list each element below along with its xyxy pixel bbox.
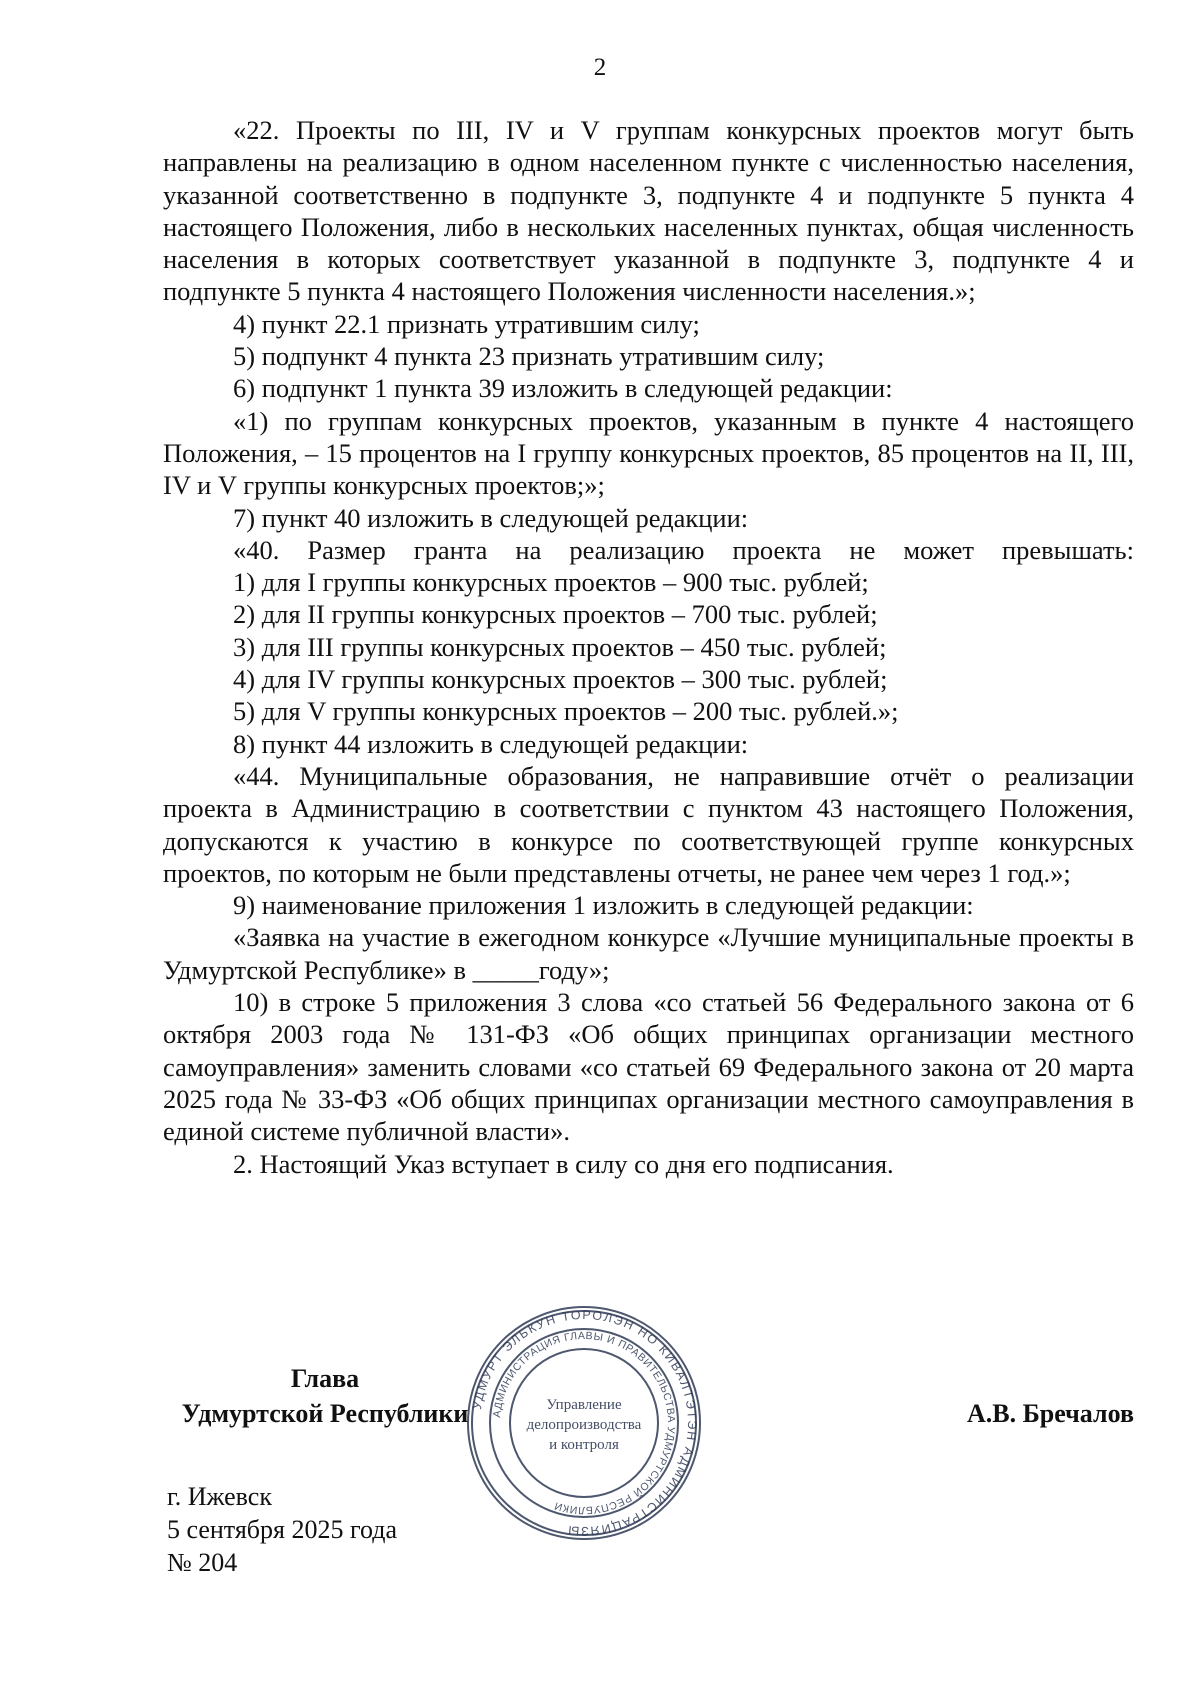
page-number: 2 [593,54,607,81]
stamp-center-line2: делопроизводства [526,1417,642,1433]
paragraph-item-5: 5) подпункт 4 пункта 23 признать утратившим силу; [233,341,825,372]
stamp-center-line1: Управление [546,1397,622,1413]
paragraph-item-9: 9) наименование приложения 1 изложить в следующей редакции: [233,890,974,921]
stamp-center-line3: и контроля [549,1437,619,1453]
paragraph-item-6: 6) подпункт 1 пункта 39 изложить в следующей редакции: [233,373,893,404]
signatory-name: А.В. Бречалов [966,1399,1134,1428]
grant-group-4: 4) для IV группы конкурсных проектов – 300 тыс. рублей; [233,664,888,695]
paragraph-44-quote: «44. Муниципальные образования, не направившие отчёт о реализации проекта в Администрацию в соответствии с пунктом 43 настоящего Положения, допускаются к участию в конкурсе по соответствующей группе конкурсных проектов, по которым не были представлены отчеты, не ранее чем через 1 год.»; [163,760,1134,888]
paragraph-39-quote: «1) по группам конкурсных проектов, указанным в пункте 4 настоящего Положения, – 15 процентов на I группу конкурсных проектов, 85 процентов на II, III, IV и V группы конкурсных проектов;»; [163,405,1134,501]
paragraph-40-quote: «40. Размер гранта на реализацию проекта не может превышать: [233,534,1134,565]
signatory-title-line2: Удмуртской Республики [181,1399,469,1428]
stamp-middle-text: АДМИНИСТРАЦИЯ ГЛАВЫ И ПРАВИТЕЛЬСТВА УДМУРТСКОЙ РЕСПУБЛИКИ [491,1329,678,1517]
official-seal-stamp [466,1305,702,1541]
paragraph-item-10: 10) в строке 5 приложения 3 слова «со статьей 56 Федерального закона от 6 октября 2003 года № 131-ФЗ «Об общих принципах организации местного самоуправления» заменить словами «со статьей 69 Федерального закона от 20 марта 2025 года № 33-ФЗ «Об общих принципах организации местного самоуправления в единой системе публичной власти». [163,987,1134,1147]
paragraph-item-8: 8) пункт 44 изложить в следующей редакции: [233,728,749,759]
stamp-outer-text: УДМУРТ ЭЛЬКУН ТОРОЛЭН НО КИВАЛТЭТЭН АДМИНИСТРАЦИЯЗЫ [469,1307,700,1539]
signatory-title-line1: Глава [290,1364,360,1393]
paragraph-effective: 2. Настоящий Указ вступает в силу со дня его подписания. [233,1148,894,1179]
sign-date: 5 сентября 2025 года [167,1515,398,1544]
signatory-title [170,1361,480,1431]
city: г. Ижевск [167,1482,272,1511]
grant-group-1: 1) для I группы конкурсных проектов – 900 тыс. рублей; [233,567,869,598]
paragraph-22-quote: «22. Проекты по III, IV и V группам конкурсных проектов могут быть направлены на реализацию в одном населенном пункте с численностью населения, указанной соответственно в подпункте 3, подпункте 4 и подпункте 5 пункта 4 настоящего Положения, либо в нескольких населенных пунктах, общая численность населения в которых соответствует указанной в подпункте 3, подпункте 4 и подпункте 5 пункта 4 настоящего Положения численности населения.»; [163,115,1134,307]
grant-group-2: 2) для II группы конкурсных проектов – 700 тыс. рублей; [233,599,878,630]
decree-number: № 204 [167,1548,238,1577]
grant-group-5: 5) для V группы конкурсных проектов – 200 тыс. рублей.»; [233,696,899,727]
grant-group-3: 3) для III группы конкурсных проектов – 450 тыс. рублей; [233,631,887,662]
paragraph-item-7: 7) пункт 40 изложить в следующей редакции: [233,502,749,533]
application-title-quote: «Заявка на участие в ежегодном конкурсе «Лучшие муниципальные проекты в Удмуртской Республике» в _____году»; [163,922,1134,985]
document-body [163,114,1134,1180]
paragraph-item-4: 4) пункт 22.1 признать утратившим силу; [233,308,700,339]
place-and-date [167,1480,397,1579]
